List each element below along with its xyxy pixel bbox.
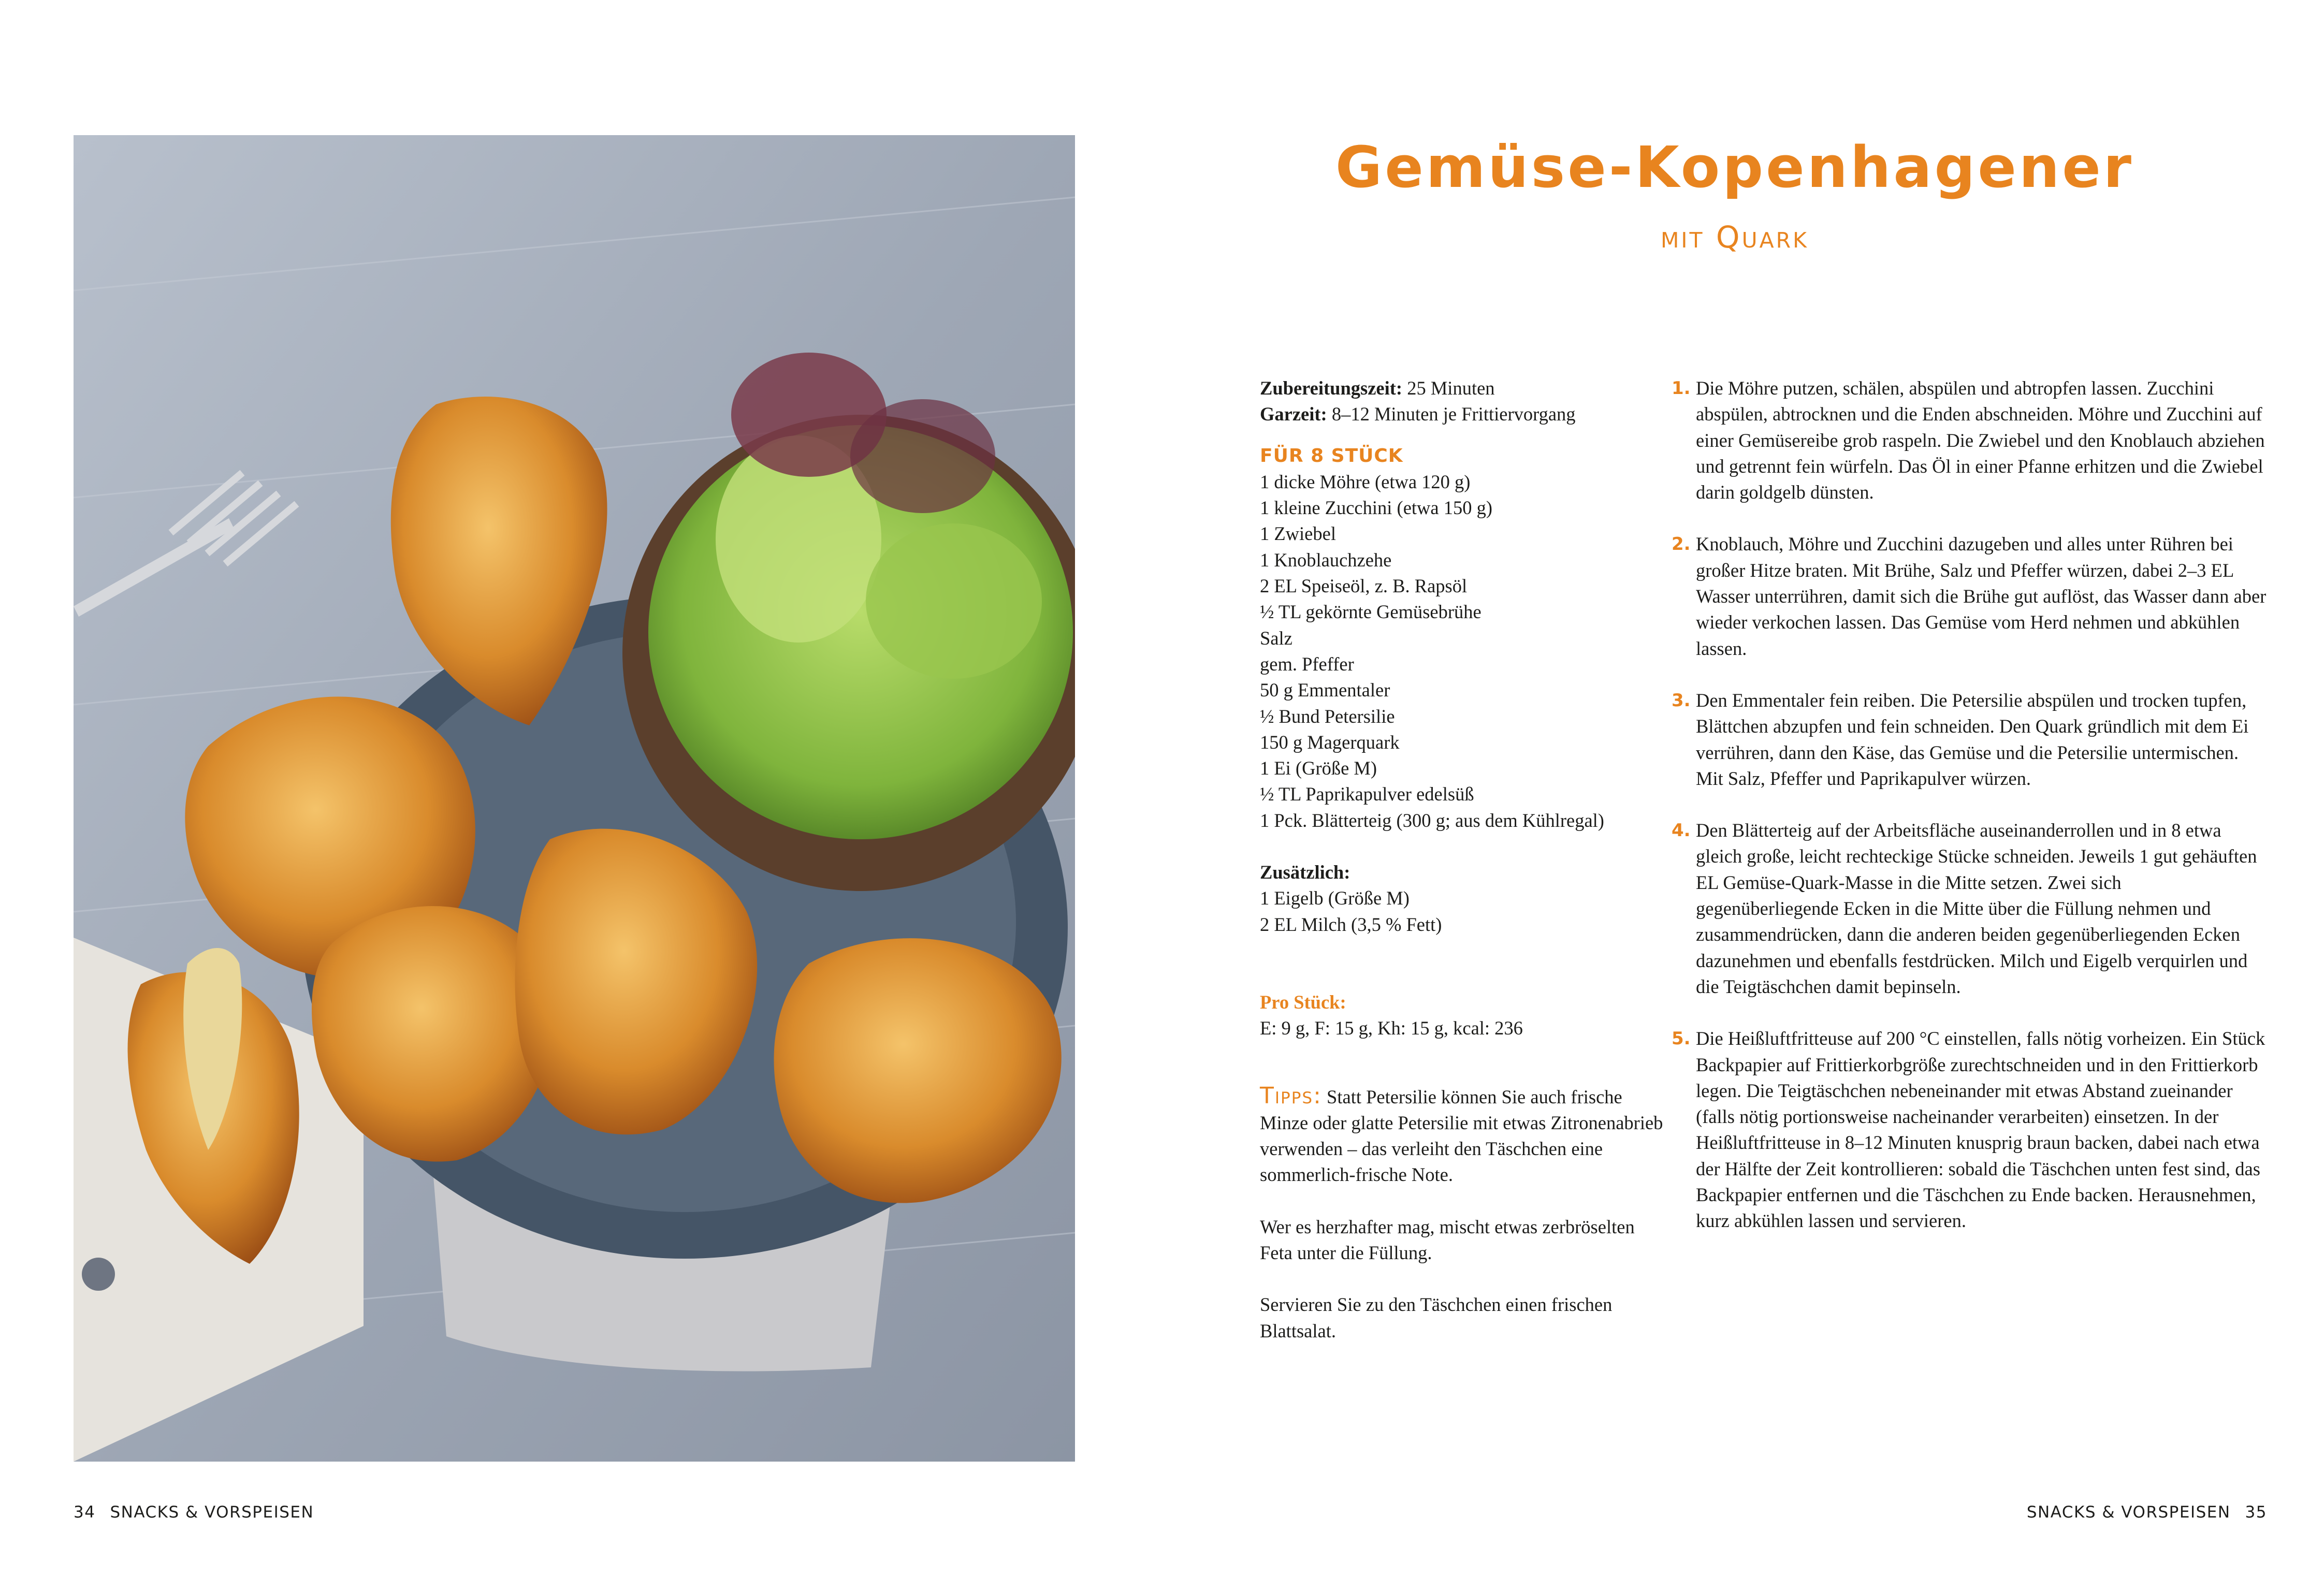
tips-label: Tipps:	[1260, 1082, 1322, 1109]
step-number: 5.	[1672, 1028, 1691, 1049]
recipe-subtitle: mit Quark	[1660, 220, 1809, 255]
ingredient-item: 1 Knoblauchzehe	[1260, 549, 1392, 571]
step-text: Die Möhre putzen, schälen, abspülen und abtropfen lassen. Zucchini abspülen, abtrocknen und die Enden abschneiden. Möhre und Zucchini auf einer Gemüsereibe grob raspeln. Die Zwiebel und den Knoblauch abziehen und getrennt fein würfeln. Das Öl in einer Pfanne erhitzen und die Zwiebel darin goldgelb dünsten.	[1696, 377, 2265, 503]
instruction-steps	[1672, 375, 2267, 1260]
recipe-photo	[74, 135, 1075, 1462]
photo-illustration	[74, 135, 1075, 1462]
step-text: Den Blätterteig auf der Arbeitsfläche auseinanderrollen und in 8 etwa gleich große, leicht rechteckige Stücke schneiden. Jeweils 1 gut gehäuften EL Gemüse-Quark-Masse in die Mitte setzen. Zwei sich gegenüberliegende Ecken in die Mitte über die Füllung nehmen und zusammendrücken, dann die anderen beiden gegenüberliegenden Ecken dazunehmen und ebenfalls festdrücken. Milch und Eigelb verquirlen und die Teigtäschchen damit bepinseln.	[1696, 820, 2257, 997]
recipe-title: Gemüse-Kopenhagener	[1335, 134, 2134, 200]
step-item	[1672, 1026, 2267, 1234]
step-number: 2.	[1672, 534, 1691, 555]
nutrition-values: E: 9 g, F: 15 g, Kh: 15 g, kcal: 236	[1260, 1017, 1523, 1039]
ingredient-item: 150 g Magerquark	[1260, 731, 1400, 753]
step-text: Die Heißluftfritteuse auf 200 °C einstellen, falls nötig vorheizen. Ein Stück Backpapier auf Frittierkorbgröße zurechtschneiden und in den Frittierkorb legen. Die Teigtäschchen nebeneinander mit etwas Abstand zueinander (falls nötig portionsweise nacheinander verarbeiten) einsetzen. In der Heißluftfritteuse in 8–12 Minuten knusprig braun backen, dabei nach etwa der Hälfte der Zeit kontrollieren: sobald die Täschchen unten fest sind, das Backpapier entfernen und die Täschchen zu Ende backen. Herausnehmen, kurz abkühlen lassen und servieren.	[1696, 1028, 2265, 1232]
step-number: 1.	[1672, 378, 1691, 399]
prep-time-label: Zubereitungszeit:	[1260, 377, 1403, 399]
tip-paragraph-2: Wer es herzhafter mag, mischt etwas zerbröselten Feta unter die Füllung.	[1260, 1216, 1635, 1264]
step-text: Den Emmentaler fein reiben. Die Petersilie abspülen und trocken tupfen, Blättchen abzupfen und fein schneiden. Den Quark gründlich mit dem Ei verrühren, dann den Käse, das Gemüse und die Petersilie untermischen. Mit Salz, Pfeffer und Paprikapulver würzen.	[1696, 689, 2249, 789]
step-item	[1672, 375, 2267, 505]
extra-ingredient-list	[1260, 885, 1669, 938]
step-number: 3.	[1672, 690, 1691, 711]
extra-ingredient-item: 1 Eigelb (Größe M)	[1260, 887, 1410, 909]
servings-heading: FÜR 8 STÜCK	[1260, 445, 1403, 466]
step-item	[1672, 818, 2267, 1000]
ingredient-item: ½ TL Paprikapulver edelsüß	[1260, 783, 1474, 805]
page-number-right: 35	[2245, 1503, 2267, 1522]
step-item	[1672, 688, 2267, 792]
recipe-info-column	[1260, 375, 1669, 1344]
prep-time-value: 25 Minuten	[1407, 377, 1495, 399]
footer-left	[74, 1503, 314, 1522]
step-text: Knoblauch, Möhre und Zucchini dazugeben und alles unter Rühren bei großer Hitze braten. Mit Brühe, Salz und Pfeffer würzen, dabei 2–3 EL Wasser unterrühren, damit sich die Brühe gut auflöst, das Wasser dann aber wieder verkochen lassen. Das Gemüse vom Herd nehmen und abkühlen lassen.	[1696, 533, 2267, 659]
cook-time-label: Garzeit:	[1260, 403, 1327, 425]
step-number: 4.	[1672, 820, 1691, 841]
ingredient-item: ½ TL gekörnte Gemüsebrühe	[1260, 601, 1481, 623]
ingredient-item: 1 Ei (Größe M)	[1260, 757, 1377, 779]
step-item	[1672, 531, 2267, 661]
prep-time-line	[1260, 375, 1669, 401]
section-name-left: SNACKS & VORSPEISEN	[110, 1503, 314, 1522]
ingredient-item: 1 dicke Möhre (etwa 120 g)	[1260, 471, 1471, 492]
tip-paragraph-1	[1260, 1083, 1669, 1188]
ingredient-item: gem. Pfeffer	[1260, 653, 1354, 675]
ingredient-item: 1 Zwiebel	[1260, 523, 1336, 545]
ingredient-item: 1 Pck. Blätterteig (300 g; aus dem Kühlregal)	[1260, 809, 1604, 831]
ingredient-item: 1 kleine Zucchini (etwa 150 g)	[1260, 497, 1492, 519]
section-name-right: SNACKS & VORSPEISEN	[2026, 1503, 2231, 1522]
cook-time-line	[1260, 401, 1669, 427]
page-number-left: 34	[74, 1503, 96, 1522]
extra-heading	[1260, 859, 1669, 885]
extra-ingredient-item: 2 EL Milch (3,5 % Fett)	[1260, 913, 1442, 935]
ingredient-list	[1260, 469, 1669, 834]
footer-right	[2027, 1503, 2267, 1522]
extra-heading-text: Zusätzlich:	[1260, 862, 1350, 883]
tip-text: Statt Petersilie können Sie auch frische Minze oder glatte Petersilie mit etwas Zitronenabrieb verwenden – das verleiht den Täschchen eine sommerlich-frische Note.	[1260, 1086, 1663, 1186]
ingredient-item: 50 g Emmentaler	[1260, 679, 1390, 701]
ingredient-item: Salz	[1260, 627, 1292, 649]
cook-time-value: 8–12 Minuten je Frittiervorgang	[1331, 403, 1576, 425]
ingredient-item: ½ Bund Petersilie	[1260, 705, 1395, 727]
nutrition-heading: Pro Stück:	[1260, 991, 1346, 1013]
ingredient-item: 2 EL Speiseöl, z. B. Rapsöl	[1260, 575, 1468, 597]
tip-paragraph-3: Servieren Sie zu den Täschchen einen frischen Blattsalat.	[1260, 1294, 1613, 1341]
